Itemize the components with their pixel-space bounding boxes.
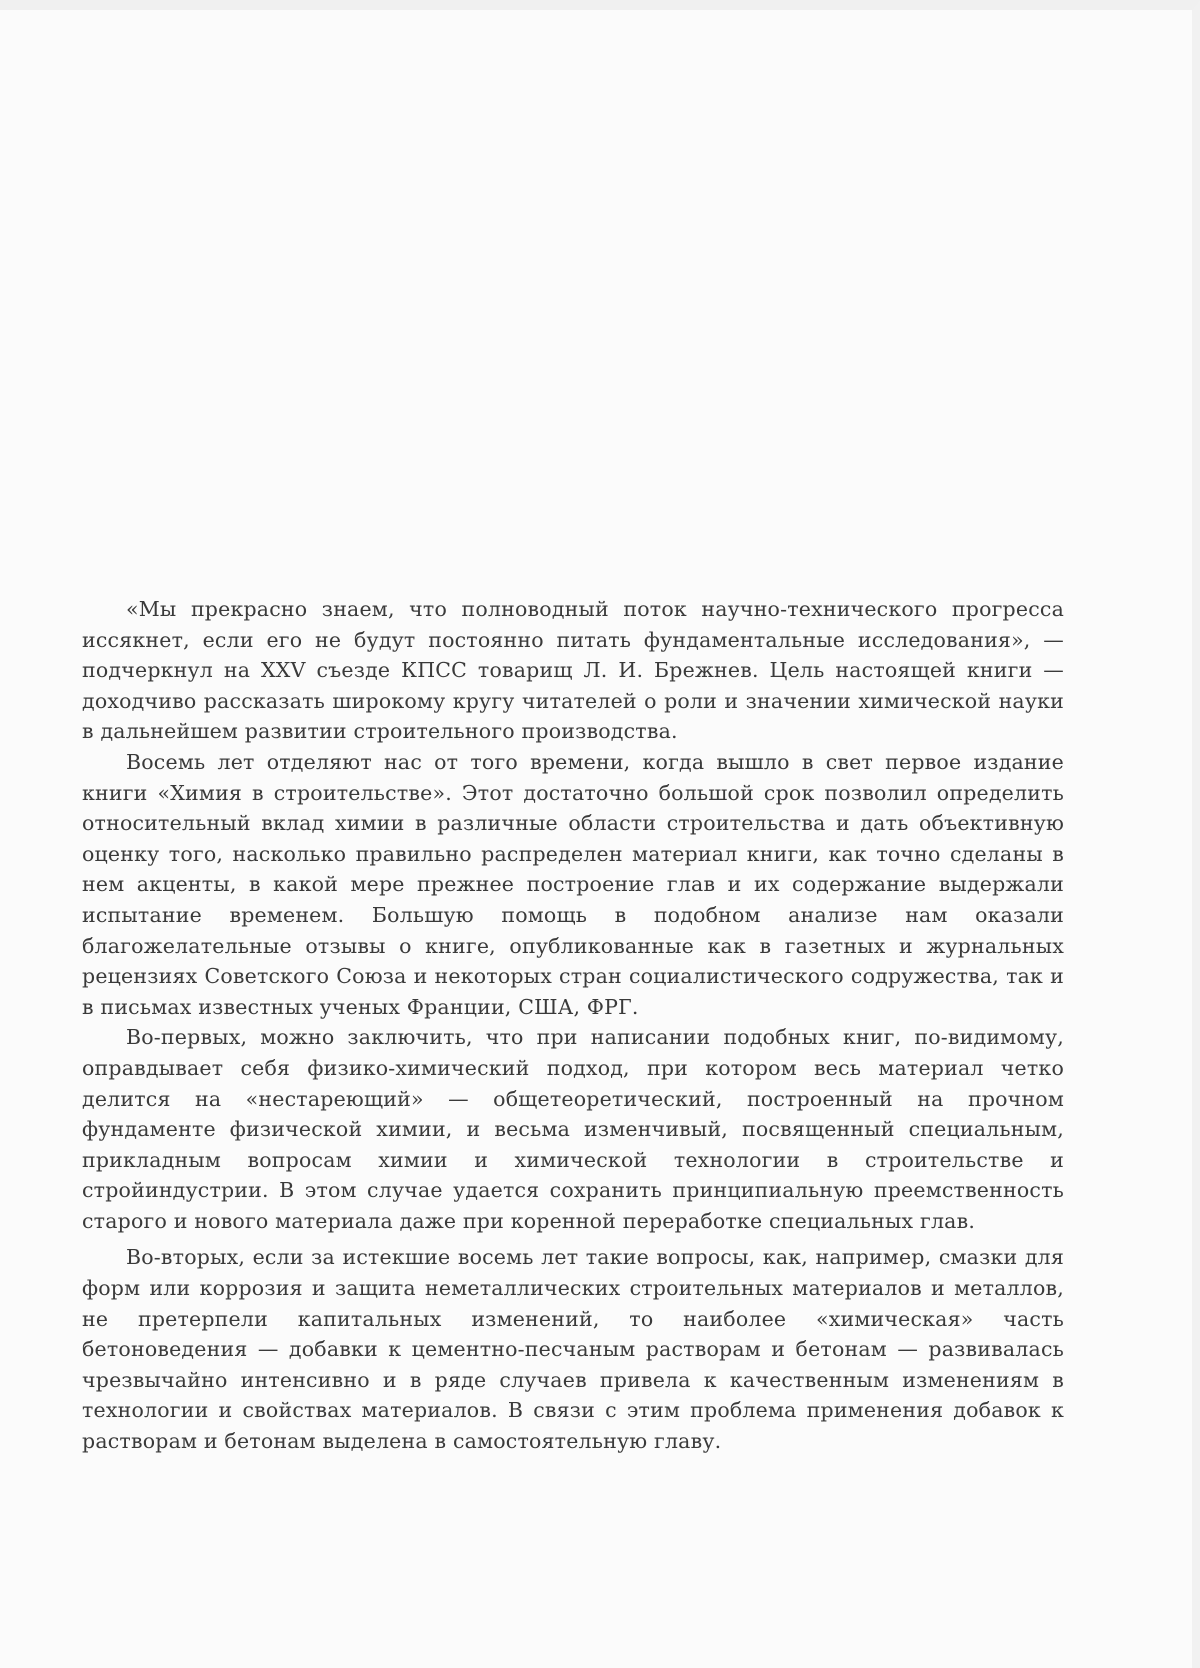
- paragraph-3: Во-первых, можно заключить, что при написании подобных книг, по-видимому, оправдывает себя физико-химический подход, при котором весь материал четко делится на «нестареющий» — общетеоретический, построенный на прочном фундаменте физической химии, и весьма изменчивый, посвященный специальным, прикладным вопросам химии и химической технологии в строительстве и стройиндустрии. В этом случае удается сохранить принципиальную преемственность старого и нового материала даже при коренной переработке специальных глав.: [82, 1025, 1064, 1233]
- paragraph-1: «Мы прекрасно знаем, что полноводный поток научно-технического прогресса иссякнет, если его не будут постоянно питать фундаментальные исследования», — подчеркнул на XXV съезде КПСС товарищ Л. И. Брежнев. Цель настоящей книги — доходчиво рассказать широкому кругу читателей о роли и значении химической науки в дальнейшем развитии строительного производства.: [82, 597, 1064, 744]
- preface-text: [82, 594, 1064, 1457]
- paragraph-2: Восемь лет отделяют нас от того времени, когда вышло в свет первое издание книги «Химия в строительстве». Этот достаточно большой срок позволил определить относительный вклад химии в различные области строительства и дать объективную оценку того, насколько правильно распределен материал книги, как точно сделаны в нем акценты, в какой мере прежнее построение глав и их содержание выдержали испытание временем. Большую помощь в подобном анализе нам оказали благожелательные отзывы о книге, опубликованные как в газетных и журнальных рецензиях Советского Союза и некоторых стран социалистического содружества, так и в письмах известных ученых Франции, США, ФРГ.: [82, 749, 1064, 1019]
- paragraph-4: Во-вторых, если за истекшие восемь лет такие вопросы, как, например, смазки для форм или коррозия и защита неметаллических строительных материалов и металлов, не претерпели капитальных изменений, то наиболее «химическая» часть бетоноведения — добавки к цементно-песчаным растворам и бетонам — развивалась чрезвычайно интенсивно и в ряде случаев привела к качественным изменениям в технологии и свойствах материалов. В связи с этим проблема применения добавок к растворам и бетонам выделена в самостоятельную главу.: [82, 1245, 1064, 1454]
